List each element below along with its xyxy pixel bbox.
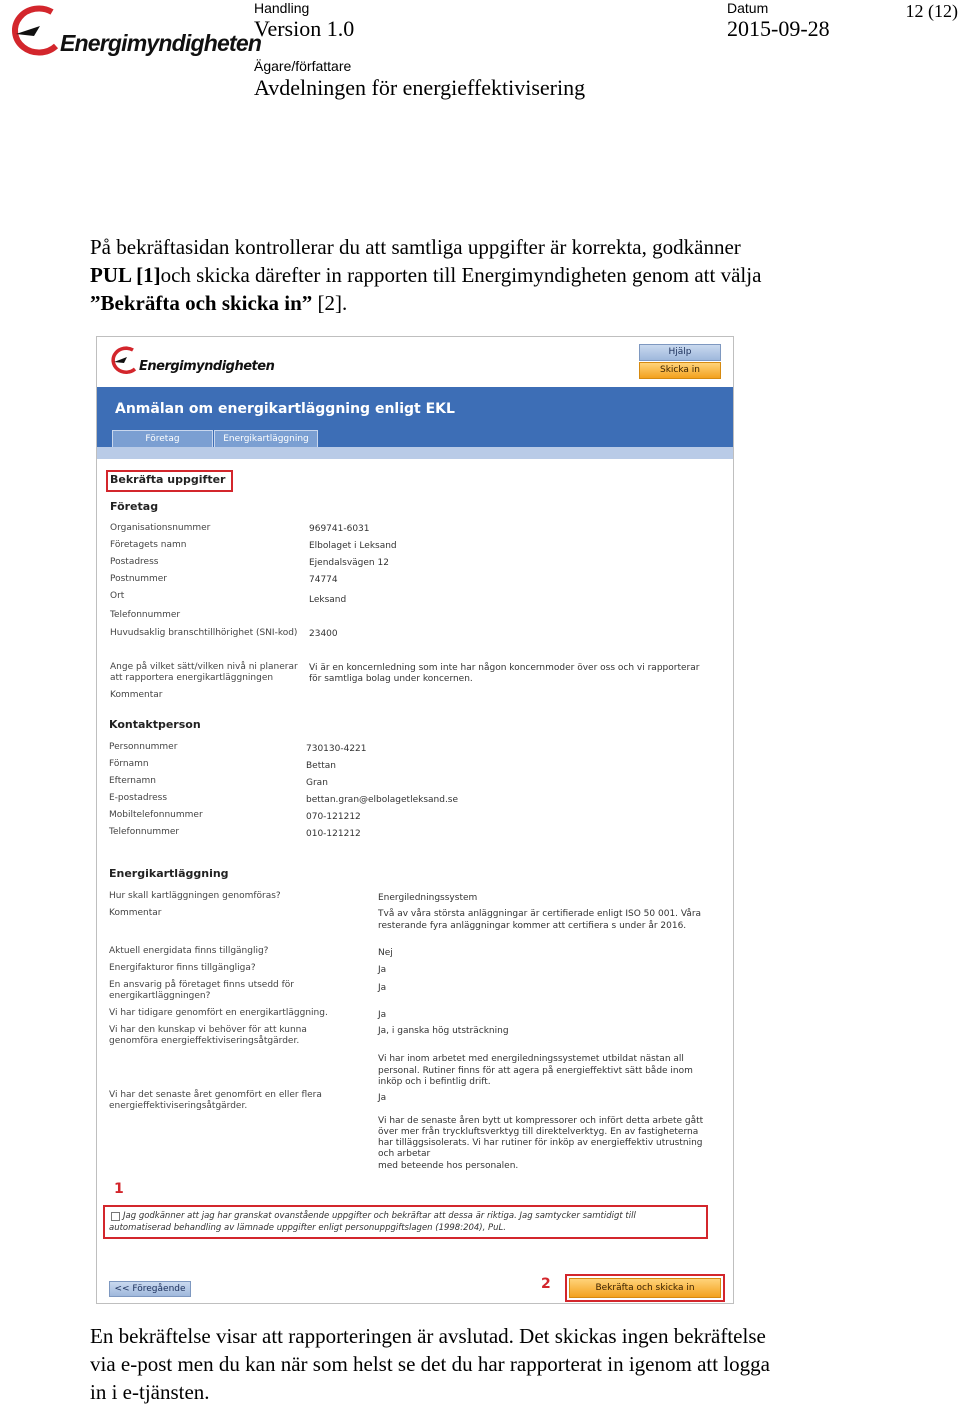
marker-2: 2 bbox=[541, 1276, 551, 1292]
energy-comment: personal. Rutiner finns för att agera på energieffektivt sätt både inom bbox=[378, 1066, 693, 1076]
contact-value: 070-121212 bbox=[306, 812, 361, 822]
contact-value: bettan.gran@elbolagetleksand.se bbox=[306, 795, 459, 805]
energy-answer: Nej bbox=[378, 948, 393, 958]
app-logo-text: Energimyndigheten bbox=[139, 359, 275, 374]
contact-label: Personnummer bbox=[109, 742, 178, 752]
contact-value: 010-121212 bbox=[306, 829, 361, 839]
energimyndigheten-logo bbox=[6, 4, 262, 60]
datum-label: Datum bbox=[727, 0, 769, 16]
plan-value-line-2: för samtliga bolag under koncernen. bbox=[309, 674, 473, 684]
pul-consent-text: Jag godkänner att jag har granskat ovanstående uppgifter och bekräftar att dessa är riktiga. Jag samtycker samtidigt till automatiserad behandling av lämnade uppgifter enligt personuppgiftslagen (1998:204), PuL. bbox=[109, 1211, 636, 1233]
contact-label: Telefonnummer bbox=[109, 827, 180, 837]
form-title: Anmälan om energikartläggning enligt EKL bbox=[115, 401, 455, 417]
energy-question: Aktuell energidata finns tillgänglig? bbox=[109, 946, 269, 956]
contact-label: E-postadress bbox=[109, 793, 168, 803]
intro-line-2: PUL [1]och skicka därefter in rapporten till Energimyndigheten genom att välja bbox=[90, 263, 762, 287]
energy-answer: Ja bbox=[378, 1010, 387, 1020]
energy-question: Vi har det senaste året genomfört en eller flera bbox=[109, 1090, 322, 1100]
outro-line-3: in i e-tjänsten. bbox=[90, 1380, 210, 1404]
company-label: Huvudsaklig branschtillhörighet (SNI-kod) bbox=[110, 628, 298, 638]
company-label: Företagets namn bbox=[110, 540, 187, 550]
tab-energikartlaggning[interactable]: Energikartläggning bbox=[214, 430, 318, 447]
energy-question: En ansvarig på företaget finns utsedd för bbox=[109, 980, 295, 990]
energy-question: energikartläggningen? bbox=[109, 991, 211, 1001]
send-in-button[interactable]: Skicka in bbox=[639, 362, 721, 379]
energy-comment: har tilläggsisolerats. Vi har rutiner för inköp av energieffektiv utrustning bbox=[378, 1138, 703, 1148]
handling-value: Version 1.0 bbox=[254, 16, 355, 41]
contact-value: Gran bbox=[306, 778, 328, 788]
tab-strip bbox=[97, 447, 733, 459]
company-value: 969741-6031 bbox=[309, 524, 370, 534]
energy-answer: Ja bbox=[378, 1093, 387, 1103]
outro-paragraph bbox=[90, 1322, 950, 1406]
owner-label: Ägare/författare bbox=[254, 58, 352, 74]
intro-line-1: På bekräftasidan kontrollerar du att samtliga uppgifter är korrekta, godkänner bbox=[90, 235, 741, 259]
datum-value: 2015-09-28 bbox=[727, 16, 830, 41]
energy-answer: Energiledningssystem bbox=[378, 893, 478, 903]
app-logo bbox=[109, 345, 275, 379]
energy-comment: Vi har de senaste åren bytt ut kompressorer och infört detta arbete gått bbox=[378, 1116, 704, 1126]
company-label: Postadress bbox=[110, 557, 159, 567]
company-value: 74774 bbox=[309, 575, 338, 585]
contact-value: 730130-4221 bbox=[306, 744, 367, 754]
energy-question: Vi har tidigare genomfört en energikartläggning. bbox=[109, 1008, 328, 1018]
energy-question: Kommentar bbox=[109, 908, 162, 918]
help-button[interactable]: Hjälp bbox=[639, 344, 721, 361]
company-label: Ort bbox=[110, 591, 125, 601]
outro-line-2: via e-post men du kan när som helst se det du har rapporterat in igenom att logga bbox=[90, 1352, 770, 1376]
company-label: Telefonnummer bbox=[110, 610, 181, 620]
energy-comment: med beteende hos personalen. bbox=[378, 1161, 519, 1171]
confirm-heading: Bekräfta uppgifter bbox=[110, 473, 226, 486]
company-comment-label: Kommentar bbox=[110, 690, 163, 700]
e-service-screenshot bbox=[96, 336, 734, 1304]
company-value: Elbolaget i Leksand bbox=[309, 541, 397, 551]
company-value: 23400 bbox=[309, 629, 338, 639]
confirm-and-send-button[interactable]: Bekräfta och skicka in bbox=[569, 1278, 721, 1298]
owner-value: Avdelningen för energieffektivisering bbox=[254, 75, 586, 100]
energy-heading: Energikartläggning bbox=[109, 867, 229, 880]
company-label: Organisationsnummer bbox=[110, 523, 211, 533]
company-label: Postnummer bbox=[110, 574, 168, 584]
energy-comment: inköp och i befintlig drift. bbox=[378, 1077, 491, 1087]
company-value: Ejendalsvägen 12 bbox=[309, 558, 389, 568]
contact-label: Förnamn bbox=[109, 759, 149, 769]
company-heading: Företag bbox=[110, 500, 159, 513]
outro-line-1: En bekräftelse visar att rapporteringen är avslutad. Det skickas ingen bekräftelse bbox=[90, 1324, 766, 1348]
contact-value: Bettan bbox=[306, 761, 336, 771]
energy-answer: Ja bbox=[378, 965, 387, 975]
energy-question: Hur skall kartläggningen genomföras? bbox=[109, 891, 281, 901]
energy-comment: Två av våra största anläggningar är certifierade enligt ISO 50 001. Våra bbox=[378, 909, 702, 919]
energy-comment: Vi har inom arbetet med energiledningssystemet utbildat nästan all bbox=[378, 1054, 684, 1064]
plan-label-line-1: Ange på vilket sätt/vilken nivå ni planerar bbox=[110, 662, 298, 672]
contact-label: Efternamn bbox=[109, 776, 156, 786]
energy-comment: resterande fyra anläggningar kommer att certifiera s under år 2016. bbox=[378, 921, 687, 931]
plan-label-line-2: att rapportera energikartläggningen bbox=[110, 673, 274, 683]
energy-comment: och arbetar bbox=[378, 1149, 431, 1159]
contact-label: Mobiltelefonnummer bbox=[109, 810, 203, 820]
energy-answer: Ja, i ganska hög utsträckning bbox=[378, 1026, 509, 1036]
contact-heading: Kontaktperson bbox=[109, 718, 201, 731]
tab-foretag[interactable]: Företag bbox=[112, 430, 213, 447]
handling-label: Handling bbox=[254, 0, 310, 16]
energy-question: Vi har den kunskap vi behöver för att kunna bbox=[109, 1025, 307, 1035]
intro-line-3: ”Bekräfta och skicka in” [2]. bbox=[90, 291, 348, 315]
energy-question: Energifakturor finns tillgängliga? bbox=[109, 963, 256, 973]
energy-answer: Ja bbox=[378, 983, 387, 993]
energy-question: genomföra energieffektiviseringsåtgärder. bbox=[109, 1036, 300, 1046]
previous-button[interactable]: << Föregående bbox=[109, 1281, 191, 1297]
marker-1: 1 bbox=[114, 1181, 124, 1197]
plan-value-line-1: Vi är en koncernledning som inte har någon koncernmoder över oss och vi rapporterar bbox=[309, 663, 700, 673]
intro-paragraph bbox=[90, 233, 890, 317]
energy-comment: över mer från tryckluftsverktyg till direktelverktyg. En av fastigheterna bbox=[378, 1127, 699, 1137]
company-value: Leksand bbox=[309, 595, 347, 605]
page-number: 12 (12) bbox=[905, 1, 958, 21]
logo-text: Energimyndigheten bbox=[60, 30, 262, 56]
energy-question: energieffektiviseringsåtgärder. bbox=[109, 1101, 248, 1111]
